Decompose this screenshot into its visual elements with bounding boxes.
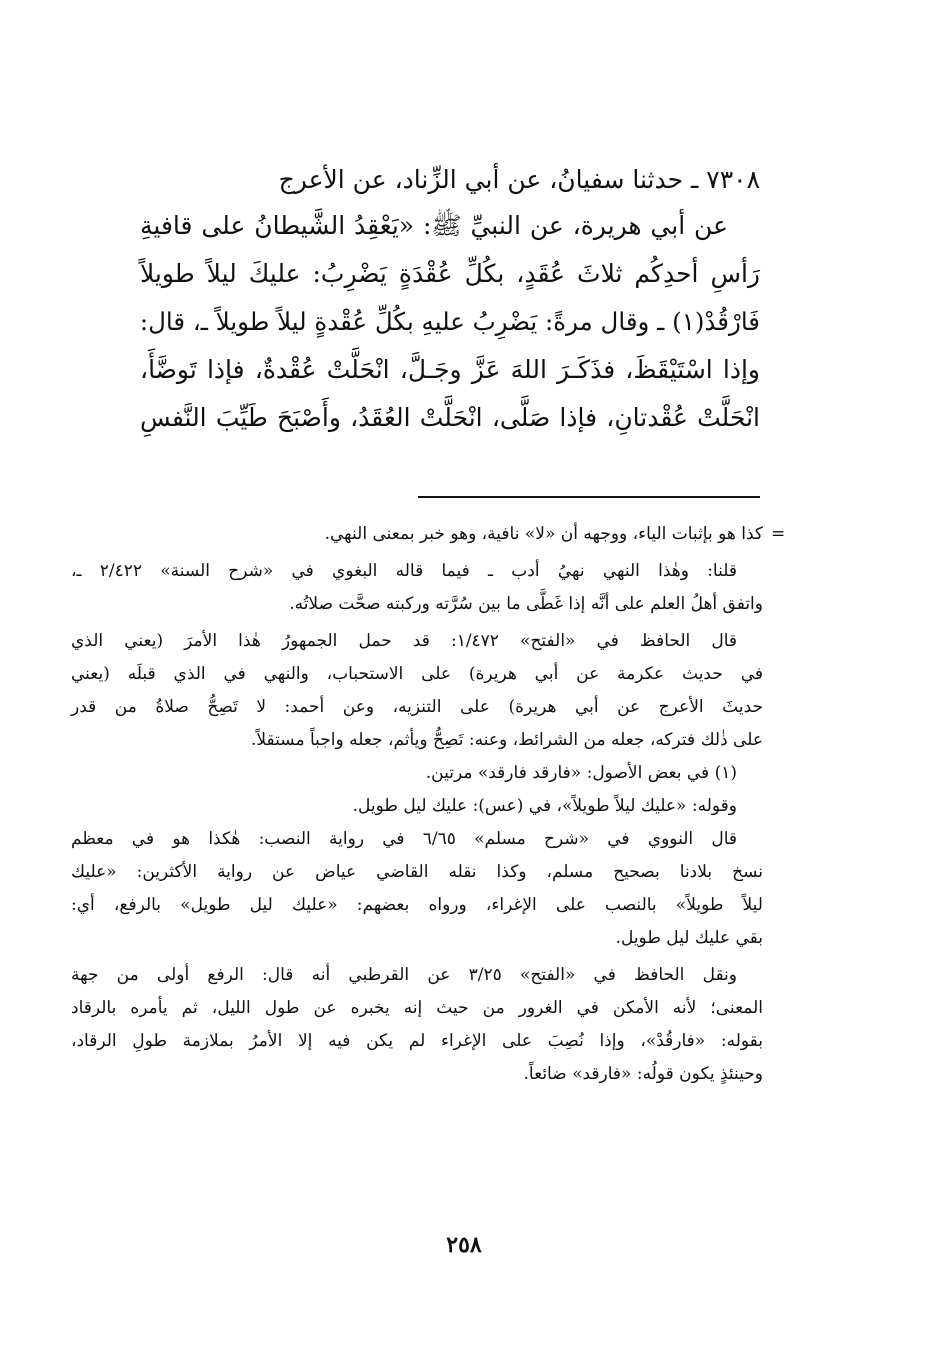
footnote-line: ليلاً طويلاً» بالنصب على الإغراء، ورواه بعضهم: «عليك ليل طويل» بالرفع، أي:: [71, 895, 763, 915]
footnote-line-text: كذا هو بإثبات الياء، ووجهه أن «لا» نافية، وهو خبر بمعنى النهي.: [324, 524, 763, 544]
footnote-line: قال النووي في «شرح مسلم» ٦/٦٥ في رواية النصب: هٰكذا هو في معظم: [71, 829, 738, 849]
hadith-line: وإذا اسْتَيْقَظَ، فذَكَـرَ اللهَ عَزَّ وجَـلَّ، انْحَلَّتْ عُقْدةٌ، فإذا تَوضَّأَ،: [140, 355, 760, 384]
footnote-line: قال الحافظ في «الفتح» ١/٤٧٢: قد حمل الجمهورُ هٰذا الأمرَ (يعني الذي: [71, 631, 737, 651]
footnote-line: [71, 518, 786, 551]
footnote-line: بقوله: «فارقُدْ»، وإذا نُصِبَ على الإغراء لم يكن فيه إلا الأمرُ بملازمة طولِ الرقاد،: [71, 1031, 763, 1051]
footnote-line: بقي عليك ليل طويل.: [615, 928, 763, 948]
footnote-line: نسخ بلادنا بصحيح مسلم، وكذا نقله القاضي عياض عن رواية الأكثرين: «عليك: [71, 862, 763, 882]
footnote-1: (١) في بعض الأصول: «فارقد فارقد» مرتين.: [425, 763, 737, 783]
footnote-line: في حديث عكرمة عن أبي هريرة) على الاستحباب، والنهي في الذي قبلَه (يعني: [71, 664, 763, 684]
page-number: ٢٥٨: [446, 1232, 482, 1258]
footnote-line: على ذٰلك فتركه، جعله من الشرائط، وعنه: تَصِحُّ ويأثم، جعله واجباً مستقلاً.: [251, 730, 763, 750]
hadith-line: رَأسِ أحدِكُم ثلاثَ عُقَدٍ، بكُلِّ عُقْدَةٍ يَضْرِبُ: عليكَ ليلاً طويلاً: [140, 259, 760, 288]
hadith-heading: ٧٣٠٨ ـ حدثنا سفيانُ، عن أبي الزِّناد، عن الأعرج: [278, 165, 760, 194]
hadith-text-block: [140, 158, 760, 442]
hadith-line: فَارْقُدْ(١) ـ وقال مرةً: يَضْرِبُ عليهِ بكُلِّ عُقْدةٍ ليلاً طويلاً ـ، قال:: [139, 307, 760, 336]
footnote-line: حديثَ الأعرج عن أبي هريرة) على التنزيه، وعن أحمد: لا تَصِحُّ صلاةُ من قدر: [71, 697, 763, 717]
footnote-line: قلنا: وهٰذا النهي نهيُ أدب ـ فيما قاله البغوي في «شرح السنة» ٢/٤٢٢ ـ،: [71, 561, 737, 581]
footnote-divider: [418, 496, 760, 498]
footnote-line: وحينئذٍ يكون قولُه: «فارقد» ضائعاً.: [523, 1064, 763, 1084]
hadith-line: انْحَلَّتْ عُقْدتانِ، فإذا صَلَّى، انْحَلَّتْ العُقَدُ، وأَصْبَحَ طَيِّبَ النَّفسِ: [140, 403, 760, 432]
footnote-line: وقوله: «عليك ليلاً طويلاً»، في (عس): عليك ليل طويل.: [352, 796, 737, 816]
hadith-line: عن أبي هريرة، عن النبيِّ ﷺ: «يَعْقِدُ الشَّيطانُ على قافيةِ: [140, 211, 728, 240]
footnotes-block: [71, 518, 786, 1091]
continuation-mark: =: [771, 524, 786, 544]
footnote-line: المعنى؛ لأنه الأمكن في الغرور من حيث إنه يخبره عن طول الليل، ثم يأمره بالرقاد: [71, 998, 763, 1018]
footnote-line: واتفق أهلُ العلم على أنَّه إذا غَطَّى ما بين سُرَّته وركبته صحَّت صلاتُه.: [289, 594, 763, 614]
footnote-line: ونقل الحافظ في «الفتح» ٣/٢٥ عن القرطبي أنه قال: الرفع أولى من جهة: [71, 965, 737, 985]
